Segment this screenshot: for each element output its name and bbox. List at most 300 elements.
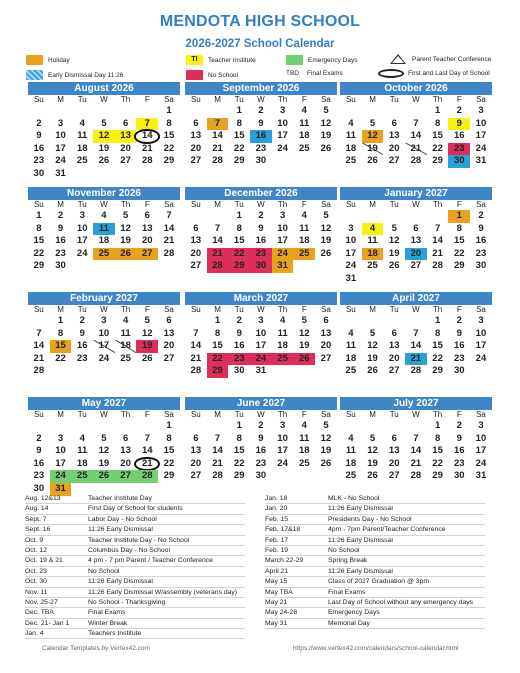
event-text: Columbus Day - No School xyxy=(88,546,170,554)
day-cell: 22 xyxy=(55,352,66,364)
weekday-label: F xyxy=(456,410,462,419)
weekday-label: Tu xyxy=(77,200,87,209)
weekday-label: W xyxy=(257,305,265,314)
day-cell: 7 xyxy=(136,118,158,131)
weekday-label: Su xyxy=(345,305,356,314)
day-cell: 31 xyxy=(272,260,294,273)
day-cell: 9 xyxy=(258,222,264,234)
day-cell: 25 xyxy=(120,352,131,364)
event-date: March 22-29 xyxy=(265,557,304,565)
event-row xyxy=(265,494,485,504)
day-cell: 20 xyxy=(163,340,175,352)
month-calendar xyxy=(185,397,337,483)
day-cell: 9 xyxy=(236,327,242,339)
day-cell: 3 xyxy=(101,315,107,326)
month-calendar xyxy=(28,397,180,496)
day-cell: 1 xyxy=(236,105,242,116)
day-cell: 6 xyxy=(413,222,419,234)
day-cell: 13 xyxy=(190,445,202,457)
event-text: 11:26 Early Dismissal xyxy=(328,567,393,575)
day-cell: 26 xyxy=(320,247,332,259)
day-cell: 4 xyxy=(79,117,85,129)
weekday-label: Su xyxy=(190,200,201,209)
day-cell: 25 xyxy=(76,155,88,167)
day-cell: 21 xyxy=(190,352,202,364)
day-blank xyxy=(185,210,207,223)
event-date: Feb. 15 xyxy=(265,515,289,523)
day-cell: 8 xyxy=(236,117,242,129)
day-cell: 20 xyxy=(388,352,400,364)
day-cell: 28 xyxy=(190,365,202,377)
event-text: 11:26 Early Dismissal xyxy=(328,536,393,544)
weekday-label: Tu xyxy=(77,410,87,419)
day-cell: 4 xyxy=(301,210,307,221)
event-text: Labor Day - No School xyxy=(88,515,157,523)
day-cell: 5 xyxy=(369,117,376,129)
weekday-label: M xyxy=(57,95,64,104)
day-cell: 7 xyxy=(193,327,199,339)
day-cell: 16 xyxy=(33,142,45,154)
day-cell: 28 xyxy=(163,247,175,259)
month-days xyxy=(185,305,337,378)
day-blank xyxy=(207,105,229,118)
event-text: Final Exams xyxy=(88,609,126,617)
day-cell: 11 xyxy=(77,445,88,457)
day-cell: 13 xyxy=(141,222,153,234)
day-cell: 2 xyxy=(456,420,462,431)
day-cell: 14 xyxy=(136,130,158,143)
event-text: First Day of School for students xyxy=(88,505,183,513)
early-dismissal-swatch xyxy=(26,70,43,80)
day-cell: 31 xyxy=(345,272,357,284)
day-cell: 18 xyxy=(298,235,310,247)
legend-label: Teacher Institute xyxy=(208,56,256,64)
day-cell: 8 xyxy=(166,432,172,444)
day-cell: 29 xyxy=(453,260,465,272)
day-cell: 15 xyxy=(50,340,72,353)
weekday-label: Th xyxy=(277,95,288,104)
day-cell: 16 xyxy=(475,235,487,247)
day-cell: 14 xyxy=(410,130,422,142)
event-row xyxy=(265,588,485,598)
day-cell: 21 xyxy=(141,142,153,154)
day-cell: 22 xyxy=(432,352,443,364)
day-cell: 15 xyxy=(163,130,175,142)
month-days xyxy=(185,95,337,168)
day-cell: 30 xyxy=(233,365,245,377)
day-cell: 22 xyxy=(233,457,245,469)
day-cell: 18 xyxy=(345,457,357,469)
event-date: Oct. 23 xyxy=(25,567,47,575)
day-cell: 25 xyxy=(298,457,310,469)
weekday-label: Su xyxy=(33,410,44,419)
event-date: Jan. 18 xyxy=(265,495,288,502)
day-cell: 24 xyxy=(272,248,294,261)
day-cell: 7 xyxy=(144,432,150,444)
day-cell: 9 xyxy=(448,118,470,131)
weekday-label: Th xyxy=(277,200,288,209)
day-blank xyxy=(427,210,449,223)
day-cell: 6 xyxy=(166,315,172,326)
day-cell: 7 xyxy=(207,118,229,131)
legend-holiday xyxy=(26,55,70,65)
day-cell: 15 xyxy=(233,130,245,142)
day-cell: 24 xyxy=(277,142,288,154)
day-blank xyxy=(115,420,137,433)
event-date: Dec. TBA xyxy=(25,609,54,617)
day-cell: 5 xyxy=(323,105,329,116)
day-cell: 18 xyxy=(98,235,110,247)
day-cell: 10 xyxy=(55,445,66,457)
emergency-swatch xyxy=(286,55,303,65)
day-blank xyxy=(50,420,72,433)
day-cell: 10 xyxy=(98,327,110,339)
legend-label: Early Dismissal Day 11:26 xyxy=(48,71,124,79)
day-cell: 6 xyxy=(193,432,199,444)
day-cell: 26 xyxy=(141,352,153,364)
day-cell: 4 xyxy=(362,223,384,236)
weekday-label: Tu xyxy=(389,95,399,104)
weekday-label: M xyxy=(57,410,64,419)
day-cell: 28 xyxy=(410,470,422,482)
day-cell: 27 xyxy=(120,155,131,167)
day-cell: 8 xyxy=(456,222,462,234)
day-cell: 15 xyxy=(432,340,443,352)
day-cell: 29 xyxy=(233,470,245,482)
day-cell: 2 xyxy=(258,420,264,431)
day-cell: 20 xyxy=(388,142,400,154)
day-cell: 6 xyxy=(323,315,329,326)
event-date: Feb. 17 xyxy=(265,536,289,544)
weekday-label: Su xyxy=(190,305,201,314)
weekday-label: Tu xyxy=(234,95,244,104)
event-row xyxy=(265,556,485,566)
weekday-label: M xyxy=(369,410,376,419)
legend-label: Parent Teacher Conference xyxy=(412,55,492,63)
weekday-label: W xyxy=(100,410,108,419)
day-cell: 6 xyxy=(122,432,129,444)
day-blank xyxy=(185,105,207,118)
day-cell: 1 xyxy=(36,210,42,221)
day-cell: 27 xyxy=(388,155,400,167)
event-row xyxy=(265,504,485,514)
day-cell: 29 xyxy=(207,365,229,378)
weekday-label: Th xyxy=(120,305,131,314)
day-cell: 7 xyxy=(36,327,42,339)
day-blank xyxy=(340,420,362,433)
weekday-label: Th xyxy=(277,305,288,314)
day-cell: 14 xyxy=(432,235,443,247)
day-cell: 28 xyxy=(136,470,158,483)
day-blank xyxy=(207,420,229,433)
weekday-label: Tu xyxy=(389,200,399,209)
day-cell: 6 xyxy=(391,117,397,129)
month-header: August 2026 xyxy=(28,82,180,95)
day-cell: 12 xyxy=(362,130,384,143)
weekday-label: Tu xyxy=(234,305,244,314)
day-blank xyxy=(185,315,207,328)
day-cell: 10 xyxy=(475,327,487,339)
day-blank xyxy=(207,210,229,223)
day-cell: 12 xyxy=(98,445,110,457)
month-days xyxy=(28,305,180,378)
day-cell: 13 xyxy=(115,130,137,143)
tbd-mark: TBD xyxy=(286,70,299,77)
day-cell: 1 xyxy=(166,420,172,431)
event-date: Oct. 19 & 21 xyxy=(25,557,63,565)
weekday-label: Th xyxy=(432,410,443,419)
day-cell: 28 xyxy=(212,470,223,482)
weekday-label: M xyxy=(214,200,221,209)
month-days xyxy=(28,410,180,496)
event-row xyxy=(265,546,485,556)
day-cell: 25 xyxy=(71,470,93,483)
weekday-label: F xyxy=(301,410,307,419)
day-cell: 22 xyxy=(432,142,443,154)
day-cell: 28 xyxy=(212,155,223,167)
day-cell: 17 xyxy=(76,235,88,247)
weekday-label: Th xyxy=(432,305,443,314)
event-text: Emergency Days xyxy=(328,609,380,617)
day-cell: 20 xyxy=(388,457,400,469)
day-cell: 24 xyxy=(475,457,487,469)
day-cell: 24 xyxy=(475,352,487,364)
event-text: Teachers Institute xyxy=(88,630,142,638)
day-blank xyxy=(71,420,93,433)
day-cell: 12 xyxy=(367,445,378,457)
day-cell: 25 xyxy=(345,155,357,167)
event-date: Oct. 9 xyxy=(25,536,44,544)
day-cell: 6 xyxy=(193,222,199,234)
event-text: Winter Break xyxy=(88,619,128,627)
weekday-label: F xyxy=(301,95,307,104)
day-cell: 11 xyxy=(299,222,310,234)
month-header: January 2027 xyxy=(340,187,492,200)
day-blank xyxy=(93,105,115,118)
day-cell: 14 xyxy=(212,235,223,247)
weekday-label: W xyxy=(100,95,108,104)
day-cell: 26 xyxy=(367,155,378,167)
day-cell: 12 xyxy=(320,432,332,444)
day-cell: 28 xyxy=(432,260,443,272)
day-cell: 19 xyxy=(367,352,378,364)
month-calendar xyxy=(185,292,337,378)
day-cell: 21 xyxy=(405,143,427,156)
day-cell: 3 xyxy=(279,210,286,221)
day-cell: 11 xyxy=(77,130,88,142)
day-cell: 29 xyxy=(432,365,443,377)
event-date: Aug. 14 xyxy=(25,505,49,513)
day-cell: 5 xyxy=(301,315,307,326)
day-cell: 15 xyxy=(212,340,223,352)
weekday-label: M xyxy=(214,410,221,419)
weekday-label: F xyxy=(144,305,150,314)
day-cell: 14 xyxy=(212,445,223,457)
weekday-label: Sa xyxy=(476,200,486,209)
event-date: Oct. 12 xyxy=(25,546,47,554)
weekday-label: F xyxy=(144,410,150,419)
weekday-label: Tu xyxy=(77,305,87,314)
day-cell: 22 xyxy=(228,248,250,261)
day-cell: 5 xyxy=(101,432,107,444)
day-cell: 24 xyxy=(50,470,72,483)
event-date: Dec. 21- Jan 1 xyxy=(25,619,70,627)
day-cell: 27 xyxy=(163,352,175,364)
month-header: May 2027 xyxy=(28,397,180,410)
day-cell: 24 xyxy=(475,142,487,154)
day-cell: 3 xyxy=(478,420,484,431)
day-cell: 9 xyxy=(258,432,264,444)
day-cell: 3 xyxy=(478,315,484,326)
day-cell: 7 xyxy=(214,432,221,444)
event-text: Spring Break xyxy=(328,557,368,565)
event-date: Feb. 17&18 xyxy=(265,526,301,534)
day-cell: 30 xyxy=(475,260,487,272)
day-cell: 27 xyxy=(190,470,202,482)
day-cell: 28 xyxy=(410,365,422,377)
day-cell: 15 xyxy=(432,445,443,457)
day-cell: 4 xyxy=(348,117,354,129)
day-cell: 19 xyxy=(136,340,158,353)
day-cell: 17 xyxy=(55,457,66,469)
day-cell: 23 xyxy=(475,247,487,259)
weekday-label: Su xyxy=(345,95,356,104)
day-cell: 29 xyxy=(233,155,245,167)
event-text: Class of 2027 Graduation @ 3pm xyxy=(328,578,429,586)
day-cell: 15 xyxy=(432,130,443,142)
day-cell: 2 xyxy=(79,315,85,326)
day-cell: 28 xyxy=(207,260,229,273)
day-blank xyxy=(405,105,427,118)
event-row xyxy=(25,619,245,629)
day-cell: 30 xyxy=(448,155,470,168)
month-header: April 2027 xyxy=(340,292,492,305)
weekday-label: Th xyxy=(120,95,131,104)
day-cell: 22 xyxy=(163,142,175,154)
day-cell: 14 xyxy=(410,445,422,457)
legend-emergency xyxy=(286,55,358,65)
day-cell: 25 xyxy=(345,470,357,482)
day-cell: 20 xyxy=(141,235,153,247)
day-cell: 8 xyxy=(57,327,64,339)
weekday-label: Sa xyxy=(321,200,331,209)
day-cell: 16 xyxy=(55,235,66,247)
day-cell: 9 xyxy=(478,222,484,234)
event-row xyxy=(25,608,245,618)
weekday-label: M xyxy=(369,95,376,104)
day-cell: 27 xyxy=(190,260,202,272)
day-cell: 17 xyxy=(55,142,66,154)
day-cell: 19 xyxy=(388,247,400,259)
day-cell: 14 xyxy=(212,130,223,142)
event-row xyxy=(25,515,245,525)
day-cell: 23 xyxy=(255,142,267,154)
day-cell: 4 xyxy=(279,315,286,326)
day-cell: 23 xyxy=(250,248,272,261)
day-cell: 17 xyxy=(93,340,115,353)
day-cell: 18 xyxy=(76,142,88,154)
weekday-label: W xyxy=(257,95,265,104)
legend-label: No School xyxy=(208,71,238,79)
day-blank xyxy=(28,105,50,118)
month-days xyxy=(28,95,180,181)
day-cell: 9 xyxy=(79,327,85,339)
day-cell: 5 xyxy=(323,210,329,221)
day-cell: 30 xyxy=(33,482,45,494)
day-cell: 13 xyxy=(388,445,400,457)
event-date: May 24-28 xyxy=(265,609,298,617)
day-cell: 11 xyxy=(299,117,310,129)
day-cell: 26 xyxy=(367,365,378,377)
day-cell: 24 xyxy=(277,457,288,469)
day-cell: 21 xyxy=(432,247,443,259)
day-cell: 2 xyxy=(36,432,42,444)
day-cell: 17 xyxy=(475,130,487,142)
weekday-label: F xyxy=(456,305,462,314)
day-cell: 30 xyxy=(453,470,465,482)
day-cell: 14 xyxy=(163,222,175,234)
weekday-label: Sa xyxy=(476,95,486,104)
day-blank xyxy=(71,105,93,118)
event-date: Feb. 19 xyxy=(265,546,289,554)
day-cell: 8 xyxy=(434,327,441,339)
day-cell: 11 xyxy=(299,432,310,444)
day-blank xyxy=(362,105,384,118)
triangle-icon xyxy=(390,54,406,64)
month-calendar xyxy=(28,187,180,273)
day-cell: 13 xyxy=(388,130,400,142)
day-cell: 2 xyxy=(258,210,264,221)
day-cell: 4 xyxy=(348,327,354,339)
day-blank xyxy=(340,315,362,328)
day-cell: 19 xyxy=(367,457,378,469)
day-blank xyxy=(50,105,72,118)
day-cell: 4 xyxy=(301,105,307,116)
day-cell: 18 xyxy=(298,130,310,142)
legend-label: Holiday xyxy=(48,56,70,64)
day-cell: 20 xyxy=(405,248,427,261)
weekday-label: M xyxy=(57,200,64,209)
day-cell: 22 xyxy=(453,247,465,259)
day-cell: 3 xyxy=(279,105,286,116)
event-row xyxy=(25,567,245,577)
day-cell: 16 xyxy=(76,340,88,352)
day-cell: 21 xyxy=(136,458,158,471)
day-cell: 23 xyxy=(453,457,465,469)
day-cell: 2 xyxy=(236,315,242,326)
day-cell: 4 xyxy=(101,210,107,221)
day-cell: 9 xyxy=(456,432,462,444)
day-cell: 10 xyxy=(345,235,357,247)
day-cell: 11 xyxy=(345,340,356,352)
month-header: November 2026 xyxy=(28,187,180,200)
day-cell: 6 xyxy=(193,117,199,129)
day-cell: 26 xyxy=(367,470,378,482)
day-cell: 13 xyxy=(320,327,332,339)
day-cell: 12 xyxy=(141,327,153,339)
holiday-swatch xyxy=(26,55,43,65)
weekday-label: M xyxy=(57,305,64,314)
day-cell: 23 xyxy=(33,155,45,167)
day-cell: 21 xyxy=(405,353,427,366)
day-cell: 16 xyxy=(233,340,245,352)
event-date: Jan. 4 xyxy=(25,630,44,638)
day-cell: 12 xyxy=(298,327,310,339)
day-cell: 5 xyxy=(144,315,150,326)
month-days xyxy=(340,305,492,378)
day-cell: 17 xyxy=(277,445,288,457)
day-blank xyxy=(340,105,362,118)
